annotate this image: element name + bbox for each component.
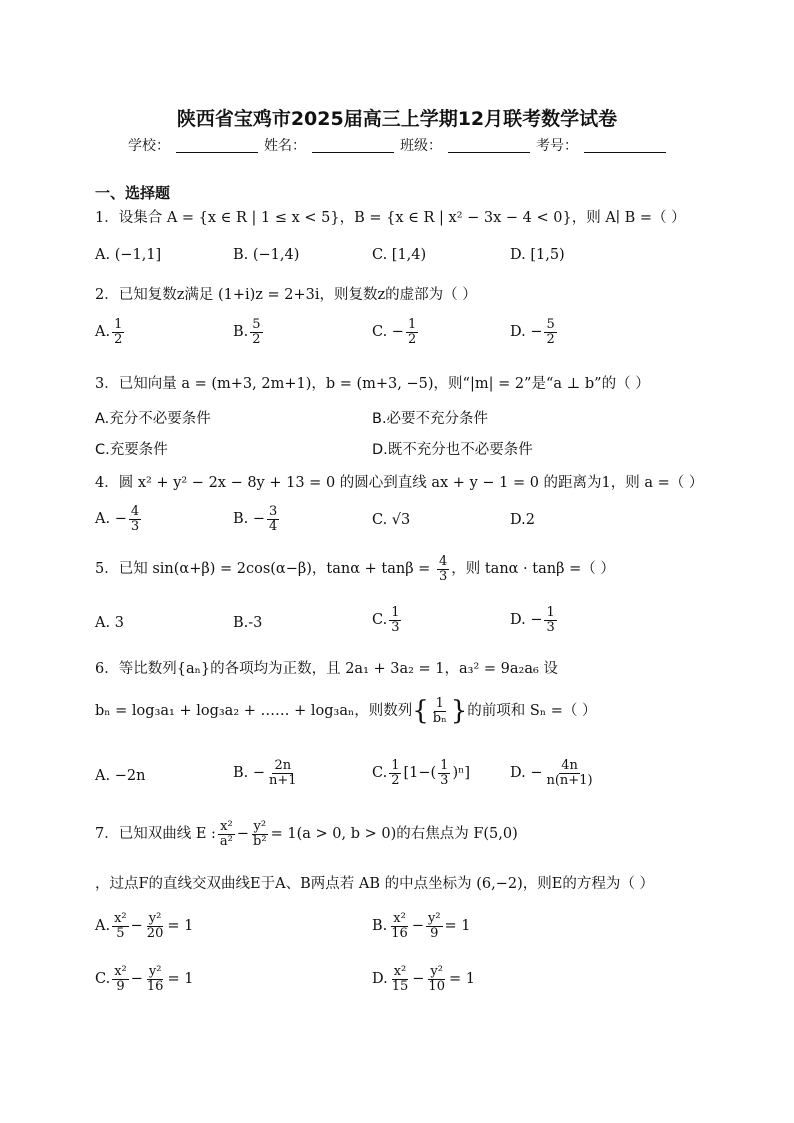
expression-part: )ⁿ] (452, 765, 471, 782)
question-2-stem: 2．已知复数z满足 (1+i)z = 2+3i，则复数z的虚部为（ ） (95, 287, 477, 303)
fraction (145, 965, 166, 993)
fraction (267, 505, 279, 533)
fraction (251, 820, 269, 848)
numerator: y² (148, 911, 162, 926)
question-7-stem-line2: ，过点F的直线交双曲线E于A、B两点若 AB 的中点坐标为 (6,−2)，则E的方程为（ ） (95, 876, 654, 892)
numerator: 1 (546, 605, 555, 620)
fraction (389, 759, 401, 787)
option-letter: D. (372, 971, 388, 988)
equals-one: = 1 (167, 971, 194, 988)
fraction (426, 965, 447, 993)
q6-option-a[interactable]: A. −2n (95, 768, 146, 784)
numerator: 5 (546, 317, 555, 332)
denominator: 5 (116, 925, 125, 941)
fraction (112, 318, 124, 346)
fraction (267, 759, 299, 787)
q2-option-a[interactable] (95, 318, 126, 346)
numerator: 1 (440, 758, 449, 773)
denominator: 15 (391, 978, 409, 994)
question-7-stem-line1 (95, 820, 518, 848)
expression-part: [1−( (403, 765, 437, 782)
equals-one: = 1 (444, 918, 471, 935)
question-3-stem: 3．已知向量 a = (m+3, 2m+1)，b = (m+3, −5)，则“|m| = 2”是“a ⊥ b”的（ ） (95, 376, 650, 392)
denominator: 9 (430, 925, 439, 941)
numerator: x² (114, 964, 127, 979)
denominator: n(n+1) (546, 772, 593, 788)
question-6-stem-line2 (95, 697, 596, 725)
brace-open: { (412, 696, 429, 727)
fraction (438, 759, 450, 787)
option-letter: B. (372, 918, 388, 935)
fraction (437, 555, 449, 583)
fraction (426, 912, 443, 940)
denominator: 20 (146, 925, 164, 941)
denominator: 16 (146, 978, 164, 994)
denominator: bₙ (432, 710, 447, 726)
equals-one: = 1 (448, 971, 475, 988)
option-letter: C. (372, 612, 388, 629)
denominator: 3 (391, 619, 400, 635)
minus-sign: − (412, 971, 425, 988)
numerator: y² (253, 819, 267, 834)
fraction (389, 912, 410, 940)
denominator: 10 (428, 978, 445, 994)
option-letter: A. − (95, 511, 127, 528)
fraction (431, 697, 449, 725)
fraction (544, 759, 594, 787)
minus-sign: − (130, 918, 143, 935)
minus-sign: − (411, 918, 424, 935)
number-blank[interactable] (584, 138, 666, 153)
question-4-stem: 4．圆 x² + y² − 2x − 8y + 13 = 0 的圆心到直线 ax + y − 1 = 0 的距离为1，则 a =（ ） (95, 475, 704, 491)
stem-text: ，则 tanα · tanβ =（ ） (451, 561, 615, 578)
numerator: 1 (435, 696, 444, 711)
denominator: 3 (546, 619, 555, 635)
fraction (389, 606, 401, 634)
stem-text: = 1(a > 0, b > 0)的右焦点为 F(5,0) (270, 826, 518, 843)
q3-option-b[interactable]: B.必要不充分条件 (372, 411, 489, 427)
option-letter: D. − (510, 324, 543, 341)
numerator: 1 (114, 317, 123, 332)
option-letter: A. (95, 918, 111, 935)
question-5-stem (95, 555, 615, 583)
q6-option-c[interactable] (372, 759, 470, 787)
option-letter: C. (95, 971, 111, 988)
fraction (218, 820, 235, 848)
numerator: 1 (391, 758, 400, 773)
student-info-row (128, 135, 672, 155)
q4-option-d[interactable]: D.2 (510, 512, 535, 528)
q6-option-b[interactable] (233, 759, 301, 787)
school-label: 学校： (128, 138, 170, 154)
q7-option-a[interactable] (95, 912, 193, 940)
numerator: 5 (252, 317, 261, 332)
numerator: x² (393, 911, 406, 926)
q5-option-d[interactable] (510, 606, 559, 634)
denominator: b² (253, 833, 267, 849)
question-6-stem-line1: 6．等比数列{aₙ}的各项均为正数，且 2a₁ + 3a₂ = 1，a₃² = 9a₂a₆ 设 (95, 661, 558, 677)
minus-sign: − (130, 971, 143, 988)
page-title: 陕西省宝鸡市2025届高三上学期12月联考数学试卷 (176, 108, 618, 130)
denominator: a² (219, 833, 233, 849)
stem-text: 7．已知双曲线 E : (95, 826, 216, 843)
fraction (390, 965, 411, 993)
name-label: 姓名： (264, 138, 306, 154)
denominator: 2 (114, 331, 123, 347)
q3-option-d[interactable]: D.既不充分也不必要条件 (372, 442, 533, 458)
option-letter: C. − (372, 324, 404, 341)
denominator: 3 (130, 518, 140, 534)
name-blank[interactable] (312, 138, 394, 153)
equals-one: = 1 (167, 918, 194, 935)
numerator: y² (430, 964, 443, 979)
q1-option-b[interactable]: B. (−1,4) (233, 247, 300, 263)
fraction (406, 318, 418, 346)
q4-option-a[interactable] (95, 505, 143, 533)
numerator: 1 (391, 605, 400, 620)
option-letter: A. (95, 324, 111, 341)
stem-text: 的前项和 Sₙ =（ ） (467, 703, 597, 720)
numerator: 4 (438, 554, 448, 569)
q4-option-b[interactable] (233, 505, 281, 533)
question-1-stem: 1．设集合 A = {x ∈ R | 1 ≤ x < 5}，B = {x ∈ R | x² − 3x − 4 < 0}，则 A∣ B =（ ） (95, 210, 686, 226)
denominator: 3 (440, 772, 449, 788)
fraction (112, 912, 129, 940)
q7-option-b[interactable] (372, 912, 471, 940)
brace-close: } (450, 696, 468, 727)
numerator: x² (220, 819, 233, 834)
minus-sign: − (236, 826, 250, 843)
denominator: 2 (546, 331, 555, 347)
denominator: 2 (252, 331, 261, 347)
numerator: 4 (130, 504, 140, 519)
numerator: 1 (407, 317, 417, 332)
option-letter: C. (372, 765, 388, 782)
denominator: 16 (391, 925, 408, 941)
number-label: 考号： (536, 138, 578, 154)
q2-option-d[interactable] (510, 318, 559, 346)
denominator: 2 (391, 772, 400, 788)
denominator: n+1 (269, 772, 297, 788)
q5-option-b[interactable]: B.-3 (233, 615, 263, 631)
numerator: 3 (269, 504, 278, 519)
stem-text: bₙ = log₃a₁ + log₃a₂ + …… + log₃aₙ，则数列 (95, 703, 413, 720)
fraction (129, 505, 141, 533)
class-blank[interactable] (448, 138, 530, 153)
q2-option-b[interactable] (233, 318, 265, 346)
denominator: 4 (269, 518, 278, 534)
numerator: y² (427, 911, 441, 926)
q4-option-c[interactable]: C. √3 (372, 512, 411, 528)
option-letter: B. − (233, 511, 266, 528)
denominator: 2 (407, 331, 417, 347)
fraction (250, 318, 262, 346)
numerator: 4n (561, 758, 578, 773)
class-label: 班级： (400, 138, 442, 154)
denominator: 9 (116, 978, 125, 994)
q3-option-c[interactable]: C.充要条件 (95, 442, 168, 458)
q2-option-c[interactable] (372, 318, 420, 346)
denominator: 3 (438, 568, 448, 584)
q7-option-d[interactable] (372, 965, 475, 993)
option-letter: B. − (233, 765, 266, 782)
q5-option-a[interactable]: A. 3 (95, 615, 124, 631)
q1-option-d[interactable]: D. [1,5) (510, 247, 565, 263)
numerator: y² (148, 964, 162, 979)
numerator: x² (114, 911, 127, 926)
q6-option-d[interactable] (510, 759, 597, 787)
fraction (112, 965, 129, 993)
option-letter: D. − (510, 765, 543, 782)
stem-text: 5．已知 sin(α+β) = 2cos(α−β)，tanα + tanβ = (95, 561, 435, 578)
fraction (145, 912, 166, 940)
q3-option-a[interactable]: A.充分不必要条件 (95, 411, 211, 427)
fraction (544, 606, 556, 634)
q1-option-c[interactable]: C. [1,4) (372, 247, 427, 263)
q5-option-c[interactable] (372, 606, 403, 634)
section-heading: 一、选择题 (95, 184, 171, 202)
q7-option-c[interactable] (95, 965, 193, 993)
q1-option-a[interactable]: A. (−1,1] (95, 247, 162, 263)
fraction (544, 318, 556, 346)
option-letter: B. (233, 324, 249, 341)
numerator: x² (393, 964, 407, 979)
numerator: 2n (274, 758, 292, 773)
option-letter: D. − (510, 612, 543, 629)
school-blank[interactable] (176, 138, 258, 153)
